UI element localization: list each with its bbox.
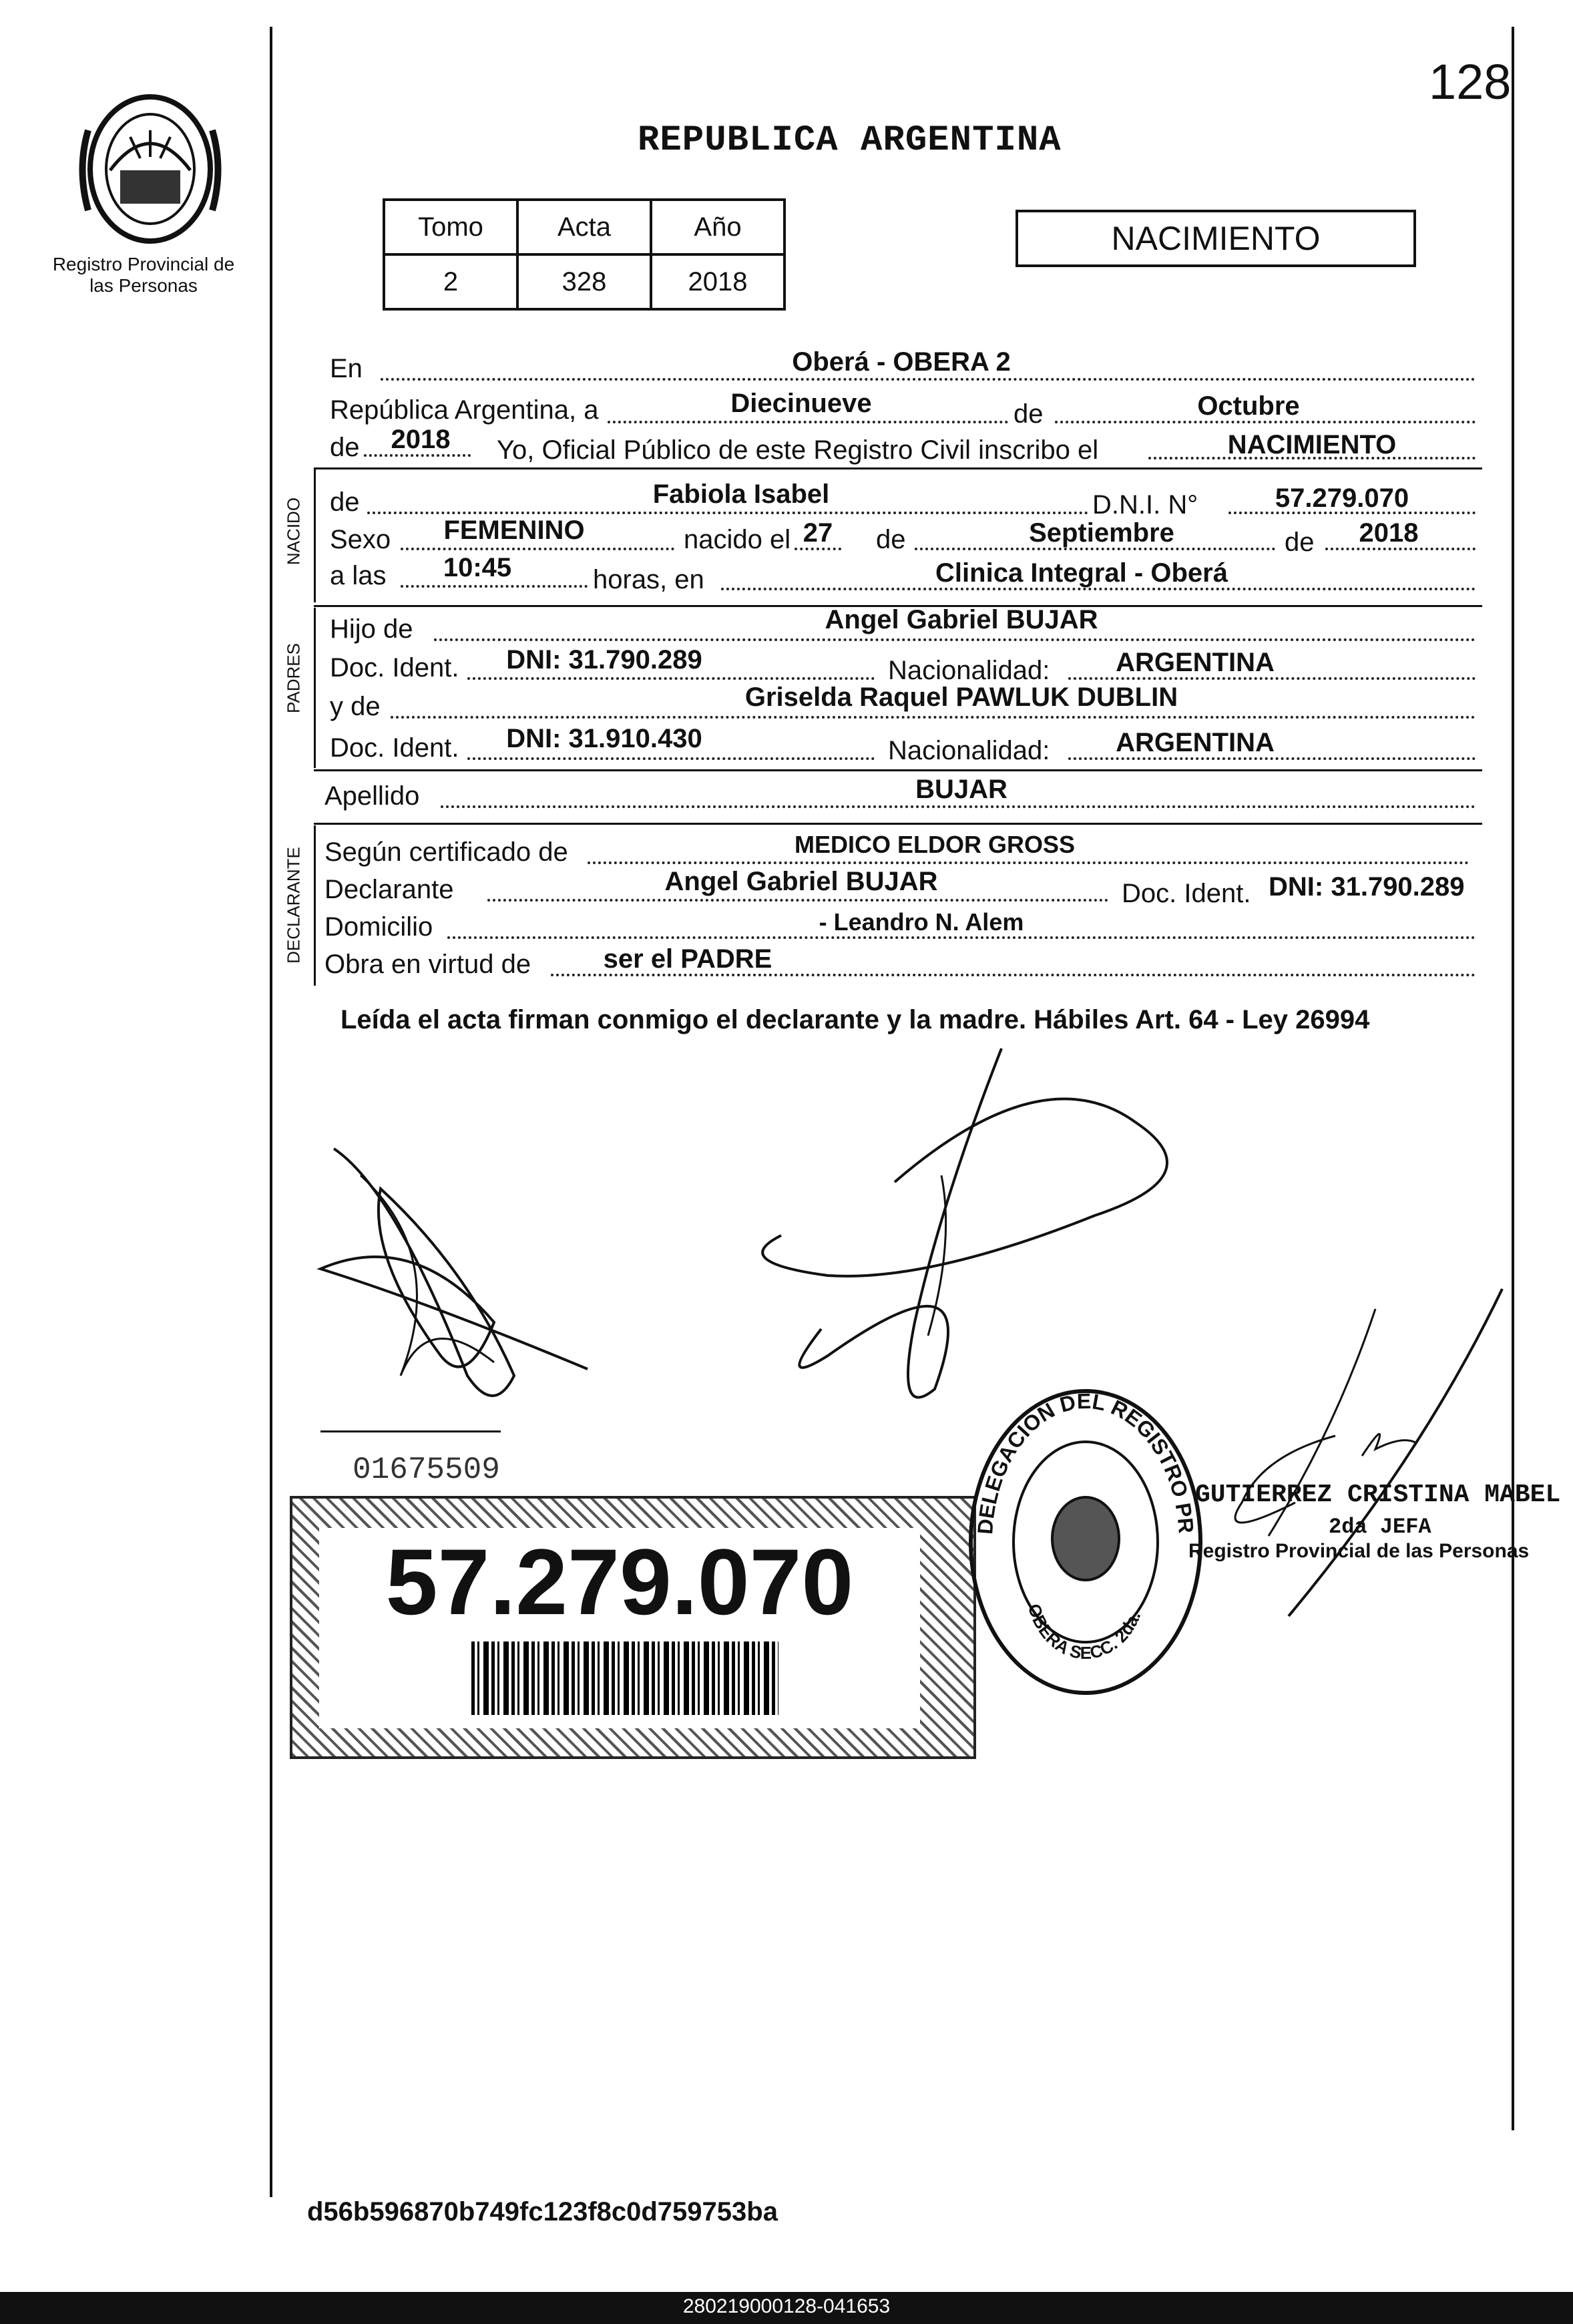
nacido-el-label: nacido el — [684, 525, 791, 554]
child-name-value: Fabiola Isabel — [652, 479, 830, 509]
birth-year-value: 2018 — [1359, 518, 1419, 548]
closing-statement: Leída el acta firman conmigo el declarante y la madre. Hábiles Art. 64 - Ley 26994 — [341, 1005, 1370, 1034]
dotted-line — [401, 548, 674, 550]
official-signature — [1202, 1282, 1516, 1629]
birth-time-value: 10:45 — [443, 553, 512, 582]
father-name-value: Angel Gabriel BUJAR — [825, 605, 1098, 634]
dotted-line — [487, 899, 1108, 902]
declarante-bracket — [314, 825, 316, 986]
official-role: 2da JEFA — [1329, 1515, 1431, 1539]
dni-label: D.N.I. N° — [1092, 490, 1198, 520]
mother-doc-label: Doc. Ident. — [330, 733, 459, 763]
obra-label: Obra en virtud de — [324, 950, 531, 979]
day-value: Diecinueve — [730, 389, 872, 418]
section-divider — [314, 823, 1482, 825]
officer-text: Yo, Oficial Público de este Registro Civil inscribo el — [497, 435, 1099, 465]
sexo-value: FEMENINO — [443, 516, 585, 545]
father-nationality-value: ARGENTINA — [1116, 648, 1275, 677]
horas-label: horas, en — [593, 565, 704, 594]
reference-table — [383, 198, 786, 311]
year-value: 2018 — [391, 425, 451, 454]
anio-value: 2018 — [651, 254, 784, 309]
dotted-line — [434, 638, 1476, 641]
padres-section-label: PADRES — [283, 643, 304, 713]
place-value: Oberá - OBERA 2 — [792, 347, 1011, 377]
dotted-line — [467, 677, 875, 680]
seal-outer-text: DELEGACION DEL REGISTRO PR — [973, 1388, 1198, 1535]
official-name: GUTIERREZ CRISTINA MABEL — [1195, 1481, 1561, 1509]
year-label: de — [330, 433, 360, 462]
section-divider — [314, 769, 1482, 771]
en-label: En — [330, 354, 363, 383]
hijo-de-label: Hijo de — [330, 614, 413, 644]
registry-caption: Registro Provincial de las Personas — [52, 254, 235, 296]
de-label: de — [1014, 399, 1044, 429]
declarant-signature — [294, 1135, 608, 1416]
father-nationality-label: Nacionalidad: — [888, 656, 1050, 685]
sexo-label: Sexo — [330, 525, 391, 554]
dotted-line — [588, 861, 1469, 864]
declarante-doc-value: DNI: 31.790.289 — [1269, 872, 1465, 902]
bottom-code: 280219000128-041653 — [682, 2295, 891, 2317]
month-value: Octubre — [1197, 391, 1300, 421]
declarante-section-label: DECLARANTE — [283, 847, 304, 964]
document-hash: d56b596870b749fc123f8c0d759753ba — [307, 2197, 778, 2226]
declarante-doc-label: Doc. Ident. — [1122, 879, 1251, 908]
obra-value: ser el PADRE — [603, 944, 772, 974]
mother-doc-value: DNI: 31.910.430 — [506, 724, 702, 753]
mother-nationality-label: Nacionalidad: — [888, 736, 1050, 765]
right-margin-line — [1512, 27, 1514, 2130]
seal-circles — [965, 1385, 1206, 1699]
nacido-bracket — [314, 467, 316, 602]
dotted-line — [467, 757, 875, 760]
acta-value: 328 — [517, 254, 651, 309]
mother-name-value: Griselda Raquel PAWLUK DUBLIN — [744, 683, 1178, 712]
tomo-value: 2 — [384, 254, 517, 309]
dotted-line — [367, 512, 1088, 514]
country-title: REPUBLICA ARGENTINA — [638, 120, 1062, 161]
seal-inner-text: OBERA SECC. 2da. — [1024, 1601, 1145, 1664]
declarante-label: Declarante — [324, 875, 454, 904]
apellido-label: Apellido — [324, 781, 420, 811]
official-office: Registro Provincial de las Personas — [1188, 1540, 1530, 1562]
mother-nationality-value: ARGENTINA — [1116, 728, 1275, 757]
apellido-value: BUJAR — [915, 775, 1007, 804]
document-type-box: NACIMIENTO — [1016, 210, 1416, 267]
left-margin-line — [270, 27, 272, 2197]
svg-text:OBERA SECC. 2da. — [1024, 1601, 1145, 1663]
id-label-inner — [319, 1528, 920, 1728]
underline-rule — [320, 1430, 501, 1432]
declarante-name-value: Angel Gabriel BUJAR — [664, 867, 938, 896]
dotted-line — [441, 805, 1476, 808]
tomo-header: Tomo — [384, 200, 517, 254]
cert-value: MEDICO ELDOR GROSS — [794, 831, 1076, 858]
dotted-line — [447, 936, 1476, 939]
domicilio-value: - Leandro N. Alem — [819, 908, 1024, 936]
misiones-coat-of-arms-logo — [73, 90, 227, 250]
birth-day-value: 27 — [803, 518, 833, 548]
dotted-line — [401, 585, 588, 588]
section-divider — [314, 467, 1482, 469]
nacido-section-label: NACIDO — [283, 497, 304, 566]
birth-place-value: Clinica Integral - Oberá — [935, 558, 1228, 588]
barcode — [471, 1641, 778, 1715]
cert-label: Según certificado de — [324, 837, 568, 867]
id-number: 57.279.070 — [385, 1529, 854, 1634]
dotted-line — [381, 378, 1476, 381]
padres-bracket — [314, 608, 316, 768]
id-number-label — [290, 1496, 976, 1759]
dotted-line — [608, 421, 1008, 423]
domicilio-label: Domicilio — [324, 912, 433, 942]
delegation-seal — [965, 1385, 1206, 1699]
republic-label: República Argentina, a — [330, 395, 599, 425]
y-de-label: y de — [330, 692, 381, 721]
anio-header: Año — [651, 200, 784, 254]
child-dni-value: 57.279.070 — [1275, 483, 1409, 513]
acta-header: Acta — [517, 200, 651, 254]
act-type-value: NACIMIENTO — [1227, 430, 1397, 459]
dotted-line — [391, 716, 1476, 719]
father-doc-value: DNI: 31.790.289 — [506, 645, 702, 674]
a-las-label: a las — [330, 561, 387, 590]
nacido-de-label: de — [330, 488, 360, 517]
birth-month-value: Septiembre — [1029, 518, 1174, 548]
birth-de-label-2: de — [1285, 528, 1315, 557]
serial-number: 01675509 — [353, 1452, 500, 1487]
father-doc-label: Doc. Ident. — [330, 653, 459, 683]
birth-de-label: de — [876, 525, 906, 554]
page-number: 128 — [1429, 54, 1512, 110]
